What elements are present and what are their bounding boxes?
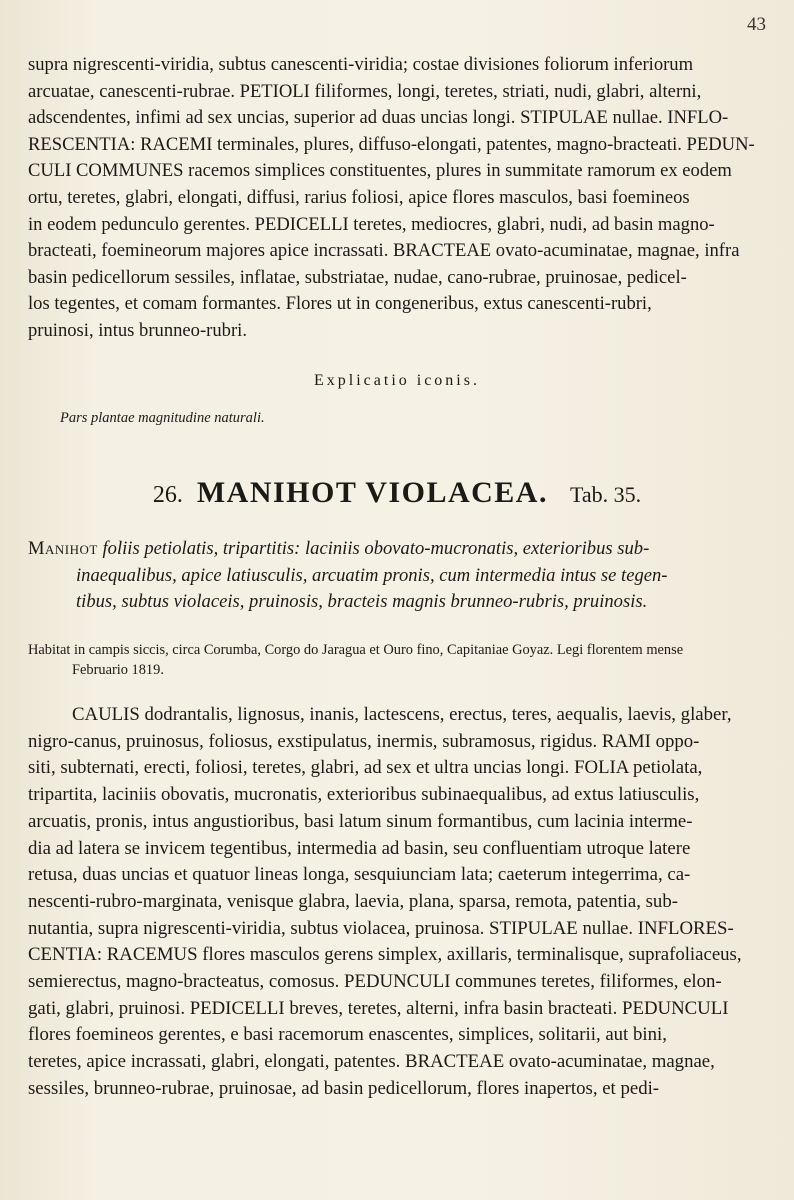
text-line: los tegentes, et comam formantes. Flores ut in congeneribus, extus canescenti-rubri, bbox=[28, 293, 652, 315]
text-line: arcuatis, pronis, intus angustioribus, basi latum sinum formantibus, cum lacinia interme- bbox=[28, 810, 693, 832]
text-line: bracteati, foemineorum majores apice incrassati. BRACTEAE ovato-acuminatae, magnae, infra bbox=[28, 240, 740, 262]
text-line: RESCENTIA: RACEMI terminales, plures, diffuso-elongati, patentes, magno-bracteati. PEDUN- bbox=[28, 133, 755, 155]
text-line: sessiles, brunneo-rubrae, pruinosae, ad basin pedicellorum, flores inapertos, et pedi- bbox=[28, 1077, 660, 1099]
species-diagnosis bbox=[28, 536, 768, 616]
diagnosis-text: foliis petiolatis, tripartitis: laciniis obovato-mucronatis, exterioribus sub- bbox=[102, 538, 650, 559]
text-line: siti, subternati, erecti, foliosi, teretes, glabri, ad sex et ultra uncias longi. FOLIA petiolata, bbox=[28, 757, 703, 779]
text-line: in eodem pedunculo gerentes. PEDICELLI teretes, mediocres, glabri, nudi, ad basin magno- bbox=[28, 213, 715, 235]
plate-reference: Tab. 35. bbox=[569, 482, 642, 507]
text-line: CENTIA: RACEMUS flores masculos gerens simplex, axillaris, terminalisque, suprafoliaceus, bbox=[28, 944, 742, 966]
text-line: tripartita, laciniis obovatis, mucronatis, exterioribus subinaequalibus, ad extus latiusculis, bbox=[28, 784, 700, 806]
species-heading bbox=[0, 476, 794, 510]
explicatio-text: Pars plantae magnitudine naturali. bbox=[60, 410, 265, 426]
continued-description bbox=[28, 52, 768, 345]
text-line: supra nigrescenti-viridia, subtus canescenti-viridia; costae divisiones foliorum inferiorum bbox=[28, 54, 694, 75]
species-number: 26. bbox=[152, 482, 183, 508]
habitat-line: Habitat in campis siccis, circa Corumba, Corgo do Jaragua et Ouro fino, Capitaniae Goyaz. Legi florentem mense bbox=[28, 642, 684, 658]
diagnosis-line: inaequalibus, apice latiusculis, arcuatim pronis, cum intermedia intus se tegen- bbox=[76, 564, 668, 586]
text-line: arcuatae, canescenti-rubrae. PETIOLI filiformes, longi, teretes, striati, nudi, glabri, alterni, bbox=[28, 80, 702, 102]
explicatio-heading: Explicatio iconis. bbox=[314, 372, 480, 389]
text-line: flores foemineos gerentes, e basi racemorum enascentes, simplices, solitarii, aut bini, bbox=[28, 1024, 667, 1046]
text-line: nigro-canus, pruinosus, foliosus, exstipulatus, inermis, subramosus, rigidus. RAMI oppo- bbox=[28, 730, 700, 752]
text-line: adscendentes, infimi ad sex uncias, superior ad duas uncias longi. STIPULAE nullae. INFLO- bbox=[28, 107, 729, 129]
text-line: dia ad latera se invicem tegentibus, intermedia ad basin, seu confluentiam utroque latere bbox=[28, 837, 691, 859]
text-line: basin pedicellorum sessiles, inflatae, substriatae, nudae, cano-rubrae, pruinosae, pedicel- bbox=[28, 266, 687, 288]
species-description bbox=[28, 702, 768, 1103]
text-line: CULI COMMUNES racemos simplices constituentes, plures in summitate ramorum ex eodem bbox=[28, 160, 732, 182]
text-line: retusa, duas uncias et quatuor lineas longa, sesquiunciam lata; caeterum integerrima, ca- bbox=[28, 864, 691, 886]
text-line: pruinosi, intus brunneo-rubri. bbox=[28, 319, 247, 341]
habitat-note bbox=[28, 640, 768, 680]
text-line: nutantia, supra nigrescenti-viridia, subtus violacea, pruinosa. STIPULAE nullae. INFLORES- bbox=[28, 917, 734, 939]
text-line: CAULIS dodrantalis, lignosus, inanis, lactescens, erectus, teres, aequalis, laevis, glaber, bbox=[72, 704, 732, 725]
habitat-line: Februario 1819. bbox=[72, 662, 164, 678]
text-line: teretes, apice incrassati, glabri, elongati, patentes. BRACTEAE ovato-acuminatae, magnae, bbox=[28, 1051, 715, 1073]
diagnosis-line bbox=[28, 536, 768, 563]
text-line: semierectus, magno-bracteatus, comosus. PEDUNCULI communes teretes, filiformes, elon- bbox=[28, 971, 722, 993]
species-name: MANIHOT VIOLACEA. bbox=[196, 476, 548, 509]
diagnosis-line: tibus, subtus violaceis, pruinosis, bracteis magnis brunneo-rubris, pruinosis. bbox=[76, 591, 648, 613]
page-number: 43 bbox=[747, 14, 766, 35]
text-line: ortu, teretes, glabri, elongati, diffusi, rarius foliosi, apice flores masculos, basi foemineos bbox=[28, 186, 690, 208]
text-line: gati, glabri, pruinosi. PEDICELLI breves, teretes, alterni, infra basin bracteati. PEDUNCULI bbox=[28, 997, 729, 1019]
diagnosis-genus: Manihot bbox=[28, 538, 98, 559]
text-line: nescenti-rubro-marginata, venisque glabra, laevia, plana, sparsa, remota, patentia, sub- bbox=[28, 890, 678, 912]
